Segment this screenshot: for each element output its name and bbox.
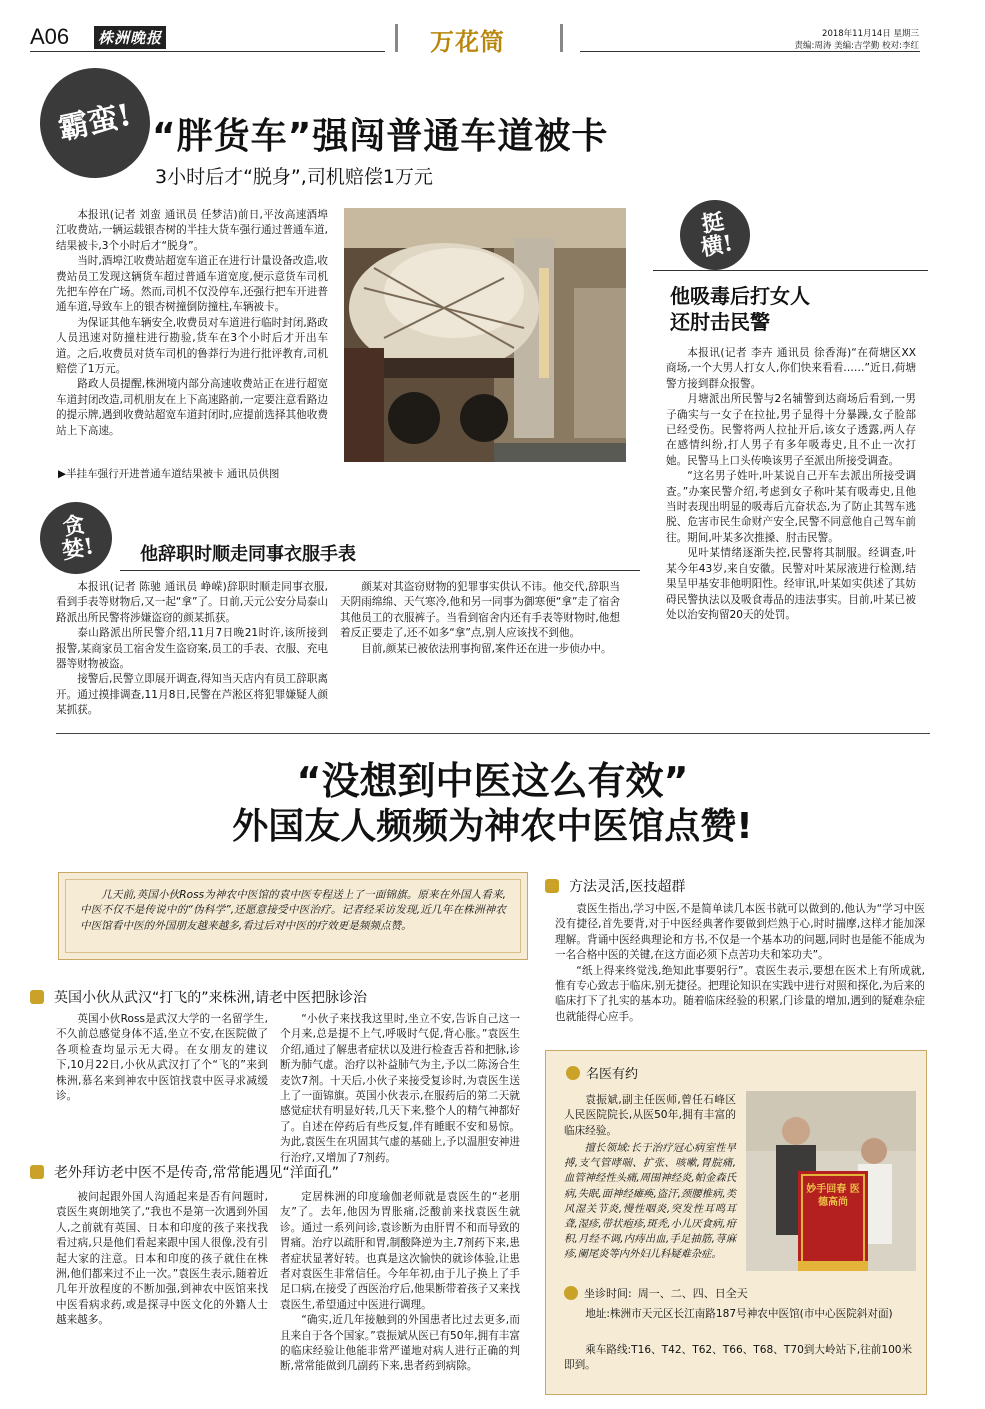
s1-head: 英国小伙从武汉“打飞的”来株洲,请老中医把脉诊治 [30,987,367,1007]
s2-para-3: “确实,近几年接触到的外国患者比过去更多,而且来自于各个国家。”袁振斌从医已有50年,拥有丰富的临床经验让他能非常严谨地对病人进行正确的判断,常常能做到几副药下来,患者药到病除。 [280,1314,520,1373]
story1-para-3: 为保证其他车辆安全,收费员对车道进行临时封闭,路政人员迅速对防撞柱进行勘验,货车在3个小时后才开出车道。之后,收费员对货车司机的鲁莽行为进行批评教育,司机赔偿了1万元。 [56,316,328,376]
feature-intro-inner [65,879,521,953]
story2-para-1: 本报讯(记者 李卉 通讯员 徐香海)“在荷塘区XX商场,一个大男人打女人,你们快来看看……”近日,荷塘警方接到群众报警。 [666,347,916,390]
story3-rule [120,570,640,571]
truck-photo-illustration [344,208,626,462]
clock-icon [564,1286,578,1300]
doctor-photo-illustration [746,1091,916,1271]
story1-title: “胖货车”强闯普通车道被卡 [152,116,609,157]
doctor-head-icon [566,1066,580,1080]
clinic-address: 地址:株洲市天元区长江南路187号神农中医馆(市中心医院斜对面) [585,1308,893,1320]
story2-title-2: 还肘击民警 [670,310,770,334]
s1-para-2: “小伙子来找我这里时,坐立不安,告诉自己这一个月来,总是提不上气,呼吸时气促,背心胀。”袁医生介绍,通过了解患者症状以及进行检查舌苔和把脉,诊断为肺气虚。治疗以补益肺气为主,予以二陈汤合生麦饮7剂。十天后,小伙子来接受复诊时,为袁医生送上了一面锦旗。英国小伙表示,在服药后的第二天就感觉症状有明显好转,几天下来,整个人的精气神都好了。自述在停药后有些反复,伴有睡眠不安和易惊。为此,袁医生在巩固其气虚的基础上,予以温胆安神进行治疗,又增加了7剂药。 [280,1013,520,1164]
header-divider-right [560,24,563,52]
doctor-box-head: 名医有约 [566,1063,638,1082]
s1-body-left [56,1012,268,1104]
s2-body-right [280,1190,520,1375]
badge-bama: 霸蛮! [30,58,160,188]
feature-title-2: 外国友人频频为神农中医馆点赞! [232,806,753,847]
story2-body [666,346,916,623]
s3-head: 方法灵活,医技超群 [545,876,685,896]
badge-tanlan: 贪婪! [34,496,117,579]
doctor-specialty: 擅长领域:长于治疗冠心病室性早搏,支气管哮喘、扩张、咳嗽,胃脘痛,血管神经性头痛,周围神经炎,帕金森氏病,失眠,面神经瘫痪,盗汗,颈腰椎病,类风湿关节炎,慢性咽炎,突发性耳鸣耳聋,湿疹,带状疱疹,斑秃,小儿厌食病,疳积,月经不调,内痔出血,手足抽筋,荨麻疹,阑尾炎等内外妇儿科疑难杂症。 [564,1142,736,1261]
story1-para-4: 路政人员提醒,株洲境内部分高速收费站正在进行超宽车道封闭改造,司机朋友在上下高速路前,一定要注意看路边的提示牌,遇到收费站超宽车道封闭时,应提前选择其他收费站上下高速。 [56,378,328,437]
story2-para-3: “这名男子姓叶,叶某说自己开车去派出所接受调查。”办案民警介绍,考虑到女子称叶某有吸毒史,且他当时表现出明显的吸毒后亢奋状态,为了防止其驾车逃脱、危害市民生命财产安全,民警不同意他自己驾车前往。期间,叶某多次推搡、肘击民警。 [666,470,916,544]
doctor-box [545,1050,927,1395]
story2-para-4: 见叶某情绪逐渐失控,民警将其制服。经调查,叶某今年43岁,来自安徽。民警对叶某尿液进行检测,结果呈甲基安非他明阳性。经审讯,叶某如实供述了其妨碍民警执法以及吸食毒品的违法事实。目前,叶某已被处以治安拘留20天的处罚。 [666,547,916,621]
story3-para-2: 泰山路派出所民警介绍,11月7日晚21时许,该所接到报警,某商家员工宿舍发生盗窃案,员工的手表、衣服、充电器等财物被盗。 [56,627,328,671]
s1-body-right [280,1012,520,1166]
header-rule-left [30,51,385,52]
s3-para-1: 袁医生指出,学习中医,不是简单读几本医书就可以做到的,他认为“学习中医没有捷径,首先要背,对于中医经典著作要做到烂熟于心,时时揣摩,这样才能加深理解。背诵中医经典理论和方书,不仅是一个基本功的问题,同时也是能不能成为一名合格中医的关键,在这方面必须下点苦功夫和笨功夫”。 [555,903,925,962]
s2-para-1: 被问起跟外国人沟通起来是否有问题时,袁医生爽朗地笑了,“我也不是第一次遇到外国人,之前就有英国、日本和印度的孩子来找我看过病,只是他们看起来跟中国人很像,没有引起大家的注意。日本和印度的孩子就住在株洲,他们都来过不止一次。”袁医生表示,随着近几年开放程度的不断加强,到神农中医馆来找中医看病求药,或是探寻中医文化的外籍人士越来越多。 [56,1191,268,1327]
s3-para-2: “纸上得来终觉浅,绝知此事要躬行”。袁医生表示,要想在医术上有所成就,惟有专心致志于临床,别无捷径。把理论知识在实践中进行对照和探化,为后来的临床打下了扎实的基本功。随着临床经验的积累,门诊量的增加,遇到的疑难杂症也就能得心应手。 [555,964,925,1023]
header-date: 2018年11月14日 星期三 [822,29,919,39]
doctor-bio: 袁振斌,副主任医师,曾任石峰区人民医院院长,从医50年,拥有丰富的临床经验。 [564,1094,736,1137]
s3-body [555,902,925,1025]
story3-body-left [56,580,328,719]
story3-para-3: 接警后,民警立即展开调查,得知当天店内有员工辞职离开。通过摸排调查,11月8日,民警在芦淞区将犯罪嫌疑人颜某抓获。 [56,673,328,717]
story2-rule [653,270,928,271]
story1-body [56,208,328,439]
story2-para-2: 月塘派出所民警与2名辅警到达商场后看到,一男子确实与一女子在拉扯,男子显得十分暴躁,女子脸部已经受伤。民警将两人拉扯开后,该女子透露,两人存在感情纠纷,打人男子有多年吸毒史,且不止一次打她。民警马上口头传唤该男子至派出所接受调查。 [666,393,916,467]
feature-intro-box [58,872,528,960]
section-marker-icon [545,879,559,893]
header-rule-right [580,51,920,52]
banner-text: 妙手回春 医德高尚 [806,1184,860,1208]
story2-title-1: 他吸毒后打女人 [670,284,810,308]
badge-tingheng: 挺横! [674,194,755,275]
story1-caption: ▶半挂车强行开进普通车道结果被卡 通讯员供图 [58,468,280,480]
section-marker-icon [30,990,44,1004]
header-divider-left [395,24,398,52]
page-number: A06 [30,24,70,49]
doctor-photo [746,1091,916,1271]
s2-body-left [56,1190,268,1329]
clinic-bus: 乘车路线:T16、T42、T62、T66、T68、T70到大岭站下,往前100米即到。 [564,1344,913,1372]
story3-para-4: 颜某对其盗窃财物的犯罪事实供认不讳。他交代,辞职当天阴雨绵绵、天气寒冷,他和另一同事为御寒便“拿”走了宿舍其他员工的衣服裤子。当看到宿舍内还有手表等财物时,他想着反正要走了,还不如多“拿”点,别人应该找不到他。 [340,581,620,640]
feature-title-1: “没想到中医这么有效” [296,759,689,803]
section-title: 万花筒 [430,27,505,56]
s2-para-2: 定居株洲的印度瑜伽老师就是袁医生的“老朋友”了。去年,他因为胃胀痛,泛酸前来找袁医生就诊。通过一系列问诊,袁诊断为由肝胃不和而导致的胃痛。治疗以疏肝和胃,制酸降逆为主,7剂药下来,患者症状显著好转。也真是这次愉快的就诊体验,让患者对袁医生非常信任。今年年初,由于儿子换上了手足口病,在接受了西医治疗后,他果断带着孩子又来找袁医生,希望通过中医进行调理。 [280,1191,520,1311]
story1-para-2: 当时,酒埠江收费站超宽车道正在进行计量设备改造,收费站员工发现这辆货车超过普通车道宽度,便示意货车司机先把车停在广场。然而,司机不仅没停车,还强行把车开进普通车道,导致车上的银杏树撞倒防撞柱,车辆被卡。 [56,255,328,314]
section-marker-icon [30,1165,44,1179]
story3-para-5: 目前,颜某已被依法刑事拘留,案件还在进一步侦办中。 [361,642,612,655]
story3-para-1: 本报讯(记者 陈驰 通讯员 峥嵘)辞职时顺走同事衣服,看到手表等财物后,又一起“拿”了。日前,天元公安分局泰山路派出所民警将涉嫌盗窃的颜某抓获。 [56,581,328,624]
story3-title: 他辞职时顺走同事衣服手表 [140,544,356,565]
story3-body-right [340,580,620,657]
page-header [0,0,985,60]
feature-intro: 几天前,英国小伙Ross为神农中医馆的袁中医专程送上了一面锦旗。原来在外国人看来,中医不仅不是传说中的“伪科学”,还愿意接受中医治疗。记者经采访发现,近几年在株洲神农中医馆看中医的外国朋友越来越多,看过后对中医的疗效更是频频点赞。 [80,889,506,932]
section-divider [56,733,930,734]
story1-para-1: 本报讯(记者 刘蛮 通讯员 任梦洁)前日,平汝高速酒埠江收费站,一辆运载银杏树的半挂大货车强行通过普通车道,结果被卡,3个小时后才“脱身”。 [56,209,328,252]
truck-photo [344,208,626,462]
s2-head: 老外拜访老中医不是传奇,常常能遇见“洋面孔” [30,1162,339,1182]
s1-para-1: 英国小伙Ross是武汉大学的一名留学生,不久前总感觉身体不适,坐立不安,在医院做了各项检查均显示无大碍。在女朋友的建议下,10月22日,小伙从武汉打了个“飞的”来到株洲,慕名来到神农中医馆找袁中医寻求减缓诊。 [56,1013,268,1103]
clinic-time: 坐诊时间: 周一、二、四、日全天 [564,1285,748,1301]
header-editors: 责编:周涛 美编:吉学勤 校对:李红 [794,41,919,51]
story1-subtitle: 3小时后才“脱身”,司机赔偿1万元 [155,166,433,188]
paper-logo: 株洲晚报 [94,26,166,49]
